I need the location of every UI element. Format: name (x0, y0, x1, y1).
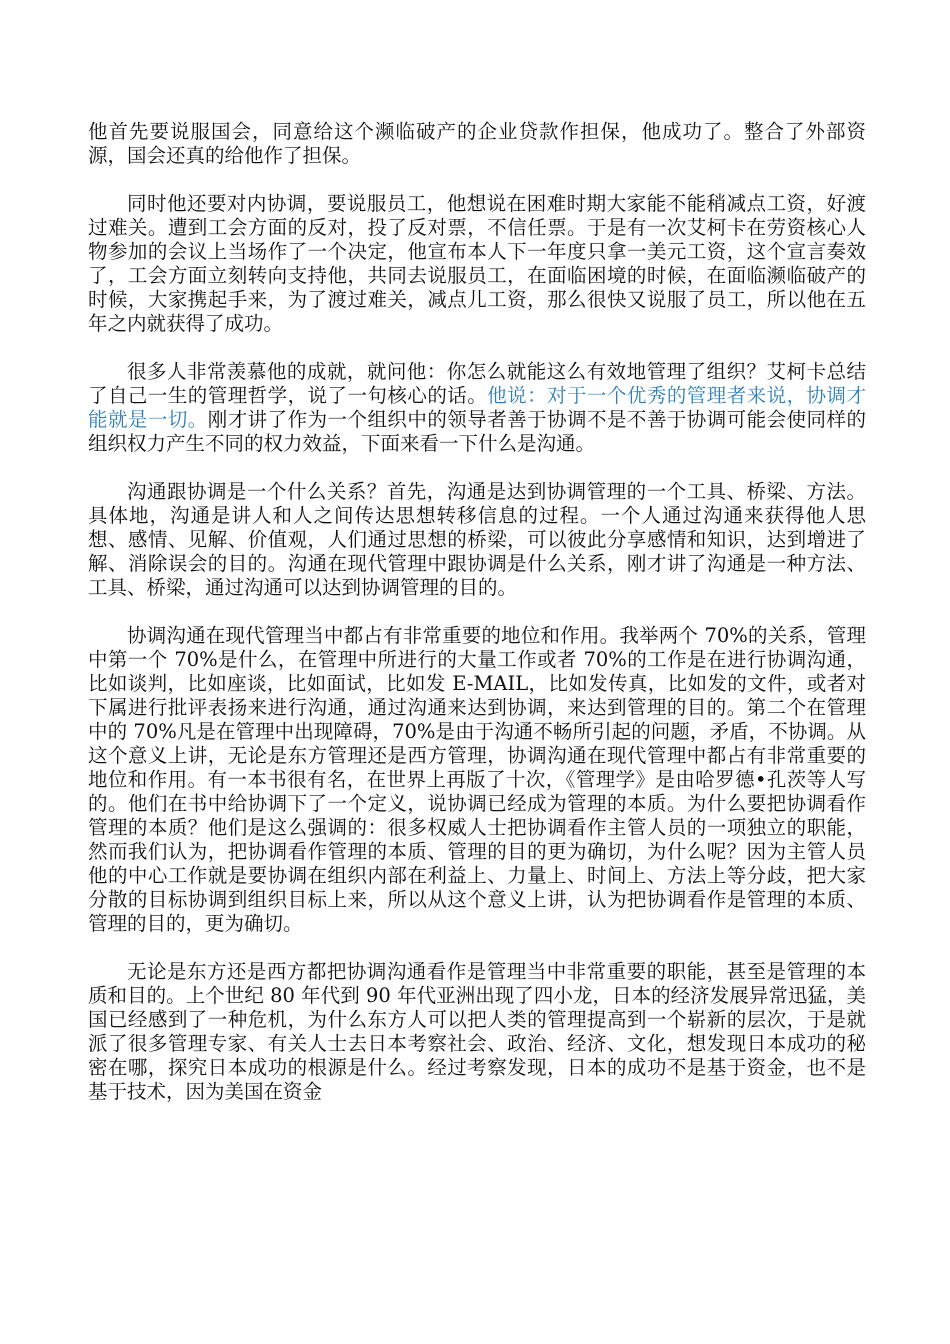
paragraph-text: 沟通跟协调是一个什么关系？首先，沟通是达到协调管理的一个工具、桥梁、方法。具体地，沟通是讲人和人之间传达思想转移信息的过程。一个人通过沟通来获得他人思想、感情、见解、价值观，人们通过思想的桥梁，可以彼此分享感情和知识，达到增进了解、消除误会的目的。沟通在现代管理中跟协调是什么关系，刚才讲了沟通是一种方法、工具、桥梁，通过沟通可以达到协调管理的目的。 (88, 480, 866, 599)
paragraph (88, 624, 866, 936)
paragraph-text: 很多人非常羡慕他的成就，就问他：你怎么就能这么有效地管理了组织？艾柯卡总结了自己一生的管理哲学，说了一句核心的话。 (88, 360, 866, 407)
paragraph (88, 960, 866, 1104)
highlighted-quote: 他说：对于一个优秀的管理者来说，协调才能就是一切。 (88, 384, 866, 431)
paragraph-text: 刚才讲了作为一个组织中的领导者善于协调不是不善于协调可能会使同样的组织权力产生不同的权力效益，下面来看一下什么是沟通。 (88, 408, 866, 455)
paragraph-text: 协调沟通在现代管理当中都占有非常重要的地位和作用。我举两个 70%的关系，管理中第一个 70%是什么，在管理中所进行的大量工作或者 70%的工作是在进行协调沟通，比如谈判，比如座谈，比如面试，比如发 E-MAIL，比如发传真，比如发的文件，或者对下属进行批评表扬来进行沟通，通过沟通来达到协调，来达到管理的目的。第二个在管理中的 70%凡是在管理中出现障碍，70%是由于沟通不畅所引起的问题，矛盾，不协调。从这个意义上讲，无论是东方管理还是西方管理，协调沟通在现代管理中都占有非常重要的地位和作用。有一本书很有名，在世界上再版了十次，《管理学》是由哈罗德•孔茨等人写的。他们在书中给协调下了一个定义，说协调已经成为管理的本质。为什么要把协调看作管理的本质？他们是这么强调的：很多权威人士把协调看作主管人员的一项独立的职能，然而我们认为，把协调看作管理的本质、管理的目的更为确切，为什么呢？因为主管人员他的中心工作就是要协调在组织内部在利益上、力量上、时间上、方法上等分歧，把大家分散的目标协调到组织目标上来，所以从这个意义上讲，认为把协调看作是管理的本质、管理的目的，更为确切。 (88, 624, 866, 935)
paragraph (88, 360, 866, 456)
paragraph-text: 同时他还要对内协调，要说服员工，他想说在困难时期大家能不能稍减点工资，好渡过难关。遭到工会方面的反对，投了反对票，不信任票。于是有一次艾柯卡在劳资核心人物参加的会议上当场作了一个决定，他宣布本人下一年度只拿一美元工资，这个宣言奏效了，工会方面立刻转向支持他，共同去说服员工，在面临困境的时候，在面临濒临破产的时候，大家携起手来，为了渡过难关，减点儿工资，那么很快又说服了员工，所以他在五年之内就获得了成功。 (88, 192, 866, 335)
paragraph (88, 192, 866, 336)
paragraph-text: 他首先要说服国会，同意给这个濒临破产的企业贷款作担保，他成功了。整合了外部资源，国会还真的给他作了担保。 (88, 120, 866, 167)
paragraph (88, 480, 866, 600)
paragraph (88, 120, 866, 168)
document-body (88, 120, 866, 1128)
paragraph-text: 无论是东方还是西方都把协调沟通看作是管理当中非常重要的职能，甚至是管理的本质和目的。上个世纪 80 年代到 90 年代亚洲出现了四小龙，日本的经济发展异常迅猛，美国已经感到了一种危机，为什么东方人可以把人类的管理提高到一个崭新的层次，于是就派了很多管理专家、有关人士去日本考察社会、政治、经济、文化，想发现日本成功的秘密在哪，探究日本成功的根源是什么。经过考察发现，日本的成功不是基于资金，也不是基于技术，因为美国在资金 (88, 960, 866, 1103)
